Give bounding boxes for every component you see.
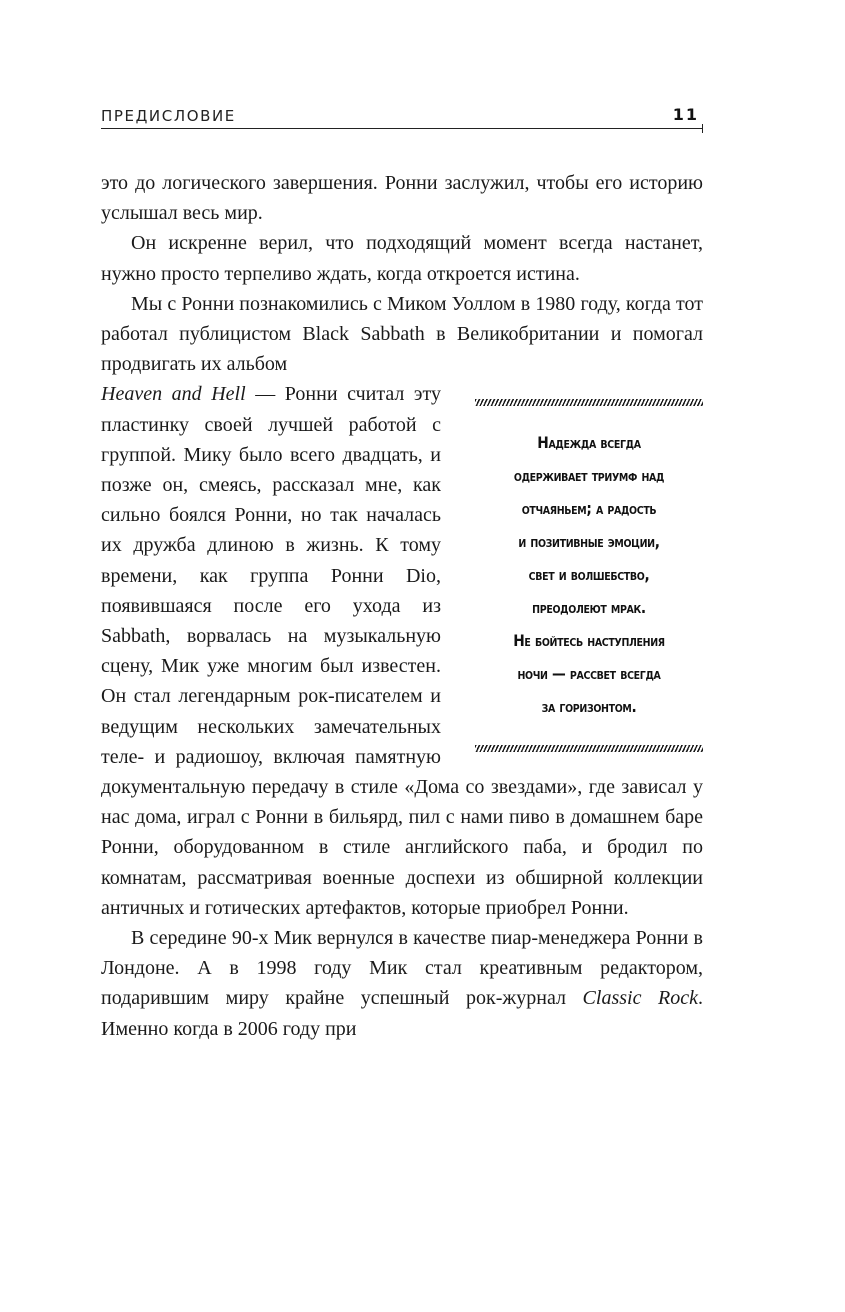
page-number: 11 [672, 105, 699, 124]
pull-quote-line: отчаяньем; а радость [521, 499, 657, 519]
pull-quote-line: и позитивные эмоции, [518, 532, 660, 552]
pull-quote-line: свет и волшебство, [528, 565, 650, 585]
pull-quote-line: одерживает триумф над [513, 466, 665, 486]
paragraph-1: это до логического завершения. Ронни заслужил, чтобы его историю услышал весь мир. [101, 172, 703, 225]
paragraph-2: Он искренне верил, что подходящий момент всегда настанет, нужно просто терпеливо ждать, когда откроется истина. [101, 232, 703, 285]
paragraph-4-start: В середине 90-х Мик вернулся в качестве пиар-менеджера Ронни в Лондоне. А в 1998 году Мик стал креативным редактором, подарившим миру крайне успешный рок-журнал [101, 927, 703, 1010]
paragraph-3 [101, 289, 703, 380]
section-title: ПРЕДИСЛОВИЕ [101, 107, 236, 125]
pull-quote-line: Не бойтесь наступления [513, 631, 665, 651]
paragraph-4 [101, 923, 703, 1044]
pull-quote [475, 399, 703, 752]
pull-quote-line: ночи — рассвет всегда [517, 664, 661, 684]
paragraph-3-start: Мы с Ронни познакомились с Миком Уоллом в 1980 году, когда тот работал публицистом Black Sabbath в Великобритании и помогал продвигать их альбом [101, 292, 703, 376]
pull-quote-bottom-rule [475, 745, 703, 752]
pull-quote-text [491, 406, 687, 745]
pull-quote-line: за горизонтом. [541, 697, 637, 717]
body-text [101, 168, 703, 1044]
pull-quote-line: Надежда всегда [537, 433, 641, 453]
folio-tick [702, 124, 703, 133]
paragraph-4-rest: . Именно когда в 2006 году при [101, 987, 703, 1040]
pull-quote-line: преодолеют мрак. [532, 598, 646, 618]
pull-quote-top-rule [475, 399, 703, 406]
album-title: Heaven and Hell [101, 383, 246, 406]
paragraph-3-rest: — Ронни считал эту пластинку своей лучшей работой с группой. Мику было всего двадцать, и позже он, смеясь, рассказал мне, как сильно боялся Ронни, но так началась их дружба длиною в жизнь. К тому времени, как группа Ронни Dio, появившаяся после его ухода из Sabbath, ворвалась на музыкальную сцену, Мик уже многим был известен. Он стал легендарным рок-писателем и ведущим нескольких замечательных теле- и радиошоу, включая памятную документальную передачу в стиле «Дома со звездами», где зависал у нас дома, играл с Ронни в бильярд, пил с нами пиво в домашнем баре Ронни, оборудованном в стиле английского паба, и бродил по комнатам, рассматривая военные доспехи из обширной коллекции античных и готических артефактов, которые приобрел Ронни. [101, 383, 703, 919]
magazine-title: Classic Rock [582, 987, 698, 1010]
running-head [101, 106, 703, 129]
